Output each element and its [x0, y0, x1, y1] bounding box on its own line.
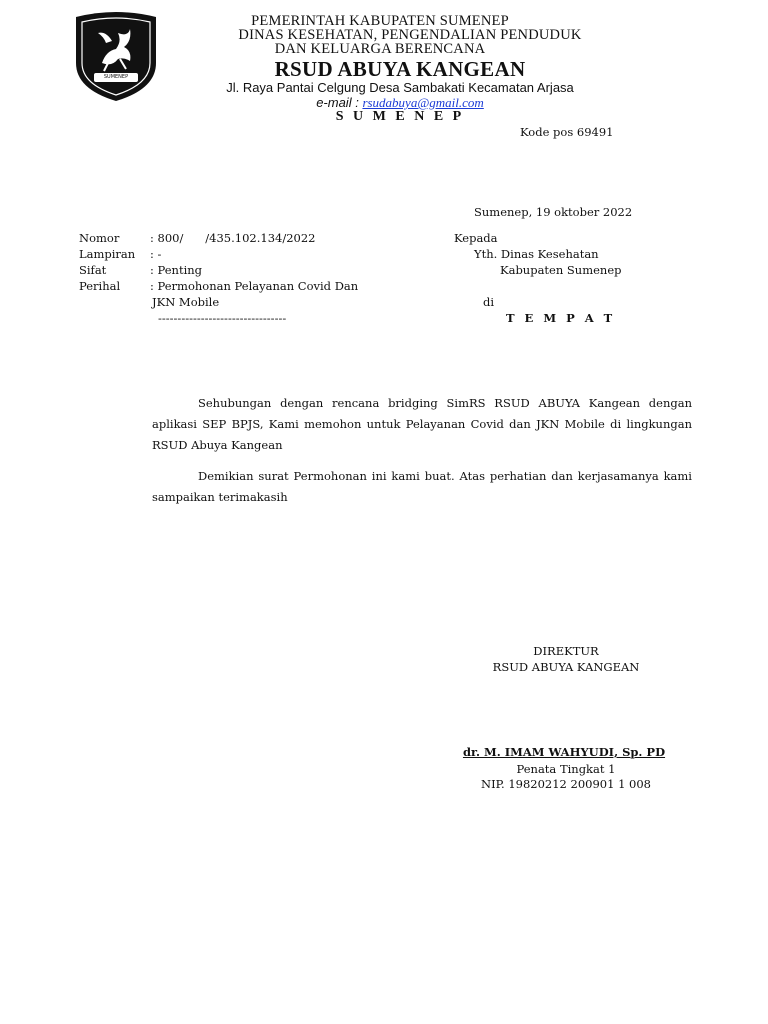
perihal-label: Perihal: [79, 279, 121, 293]
header-department: DINAS KESEHATAN, PENGENDALIAN PENDUDUK: [238, 27, 582, 43]
header-city: S U M E N E P: [335, 109, 465, 124]
signature-title: DIREKTUR: [533, 644, 599, 658]
recipient-line1: Yth. Dinas Kesehatan: [474, 247, 599, 261]
email-link[interactable]: rsudabuya@gmail.com: [362, 95, 484, 110]
hospital-address: Jl. Raya Pantai Celgung Desa Sambakati Kecamatan Arjasa: [226, 80, 574, 95]
signatory-name: dr. M. IMAM WAHYUDI, Sp. PD: [462, 745, 666, 759]
signatory-rank: Penata Tingkat 1: [516, 762, 616, 776]
perihal-divider: ---------------------------------: [158, 311, 287, 325]
sifat-label: Sifat: [79, 263, 107, 277]
lampiran-value: : -: [150, 247, 162, 261]
recipient-di: di: [483, 295, 495, 309]
nomor-value: : 800/ /435.102.134/2022: [150, 231, 316, 245]
email-label: e-mail :: [316, 95, 359, 110]
recipient-tempat: T E M P A T: [506, 311, 616, 325]
lampiran-label: Lampiran: [79, 247, 136, 261]
recipient-kepada: Kepada: [454, 231, 498, 245]
postal-code: Kode pos 69491: [520, 125, 614, 139]
logo-ribbon-text: SUMENEP: [103, 74, 129, 80]
signature-institution: RSUD ABUYA KANGEAN: [492, 660, 640, 674]
body-paragraph-2: Demikian surat Permohonan ini kami buat. Atas perhatian dan kerjasamanya kami sampaikan terimakasih: [152, 469, 692, 504]
header-government: PEMERINTAH KABUPATEN SUMENEP: [251, 13, 509, 29]
body-paragraph-1: Sehubungan dengan rencana bridging SimRS RSUD ABUYA Kangean dengan aplikasi SEP BPJS, Kami memohon untuk Pelayanan Covid dan JKN Mobile di lingkungan RSUD Abuya Kangean: [152, 396, 692, 452]
letter-date: Sumenep, 19 oktober 2022: [474, 205, 633, 219]
sifat-value: : Penting: [150, 263, 203, 277]
nomor-label: Nomor: [79, 231, 120, 245]
signatory-nip: NIP. 19820212 200901 1 008: [481, 777, 651, 791]
hospital-name: RSUD ABUYA KANGEAN: [274, 57, 526, 81]
header-department-cont: DAN KELUARGA BERENCANA: [274, 41, 486, 57]
perihal-value-cont: JKN Mobile: [152, 295, 220, 309]
recipient-line2: Kabupaten Sumenep: [500, 263, 622, 277]
perihal-value: : Permohonan Pelayanan Covid Dan: [150, 279, 359, 293]
